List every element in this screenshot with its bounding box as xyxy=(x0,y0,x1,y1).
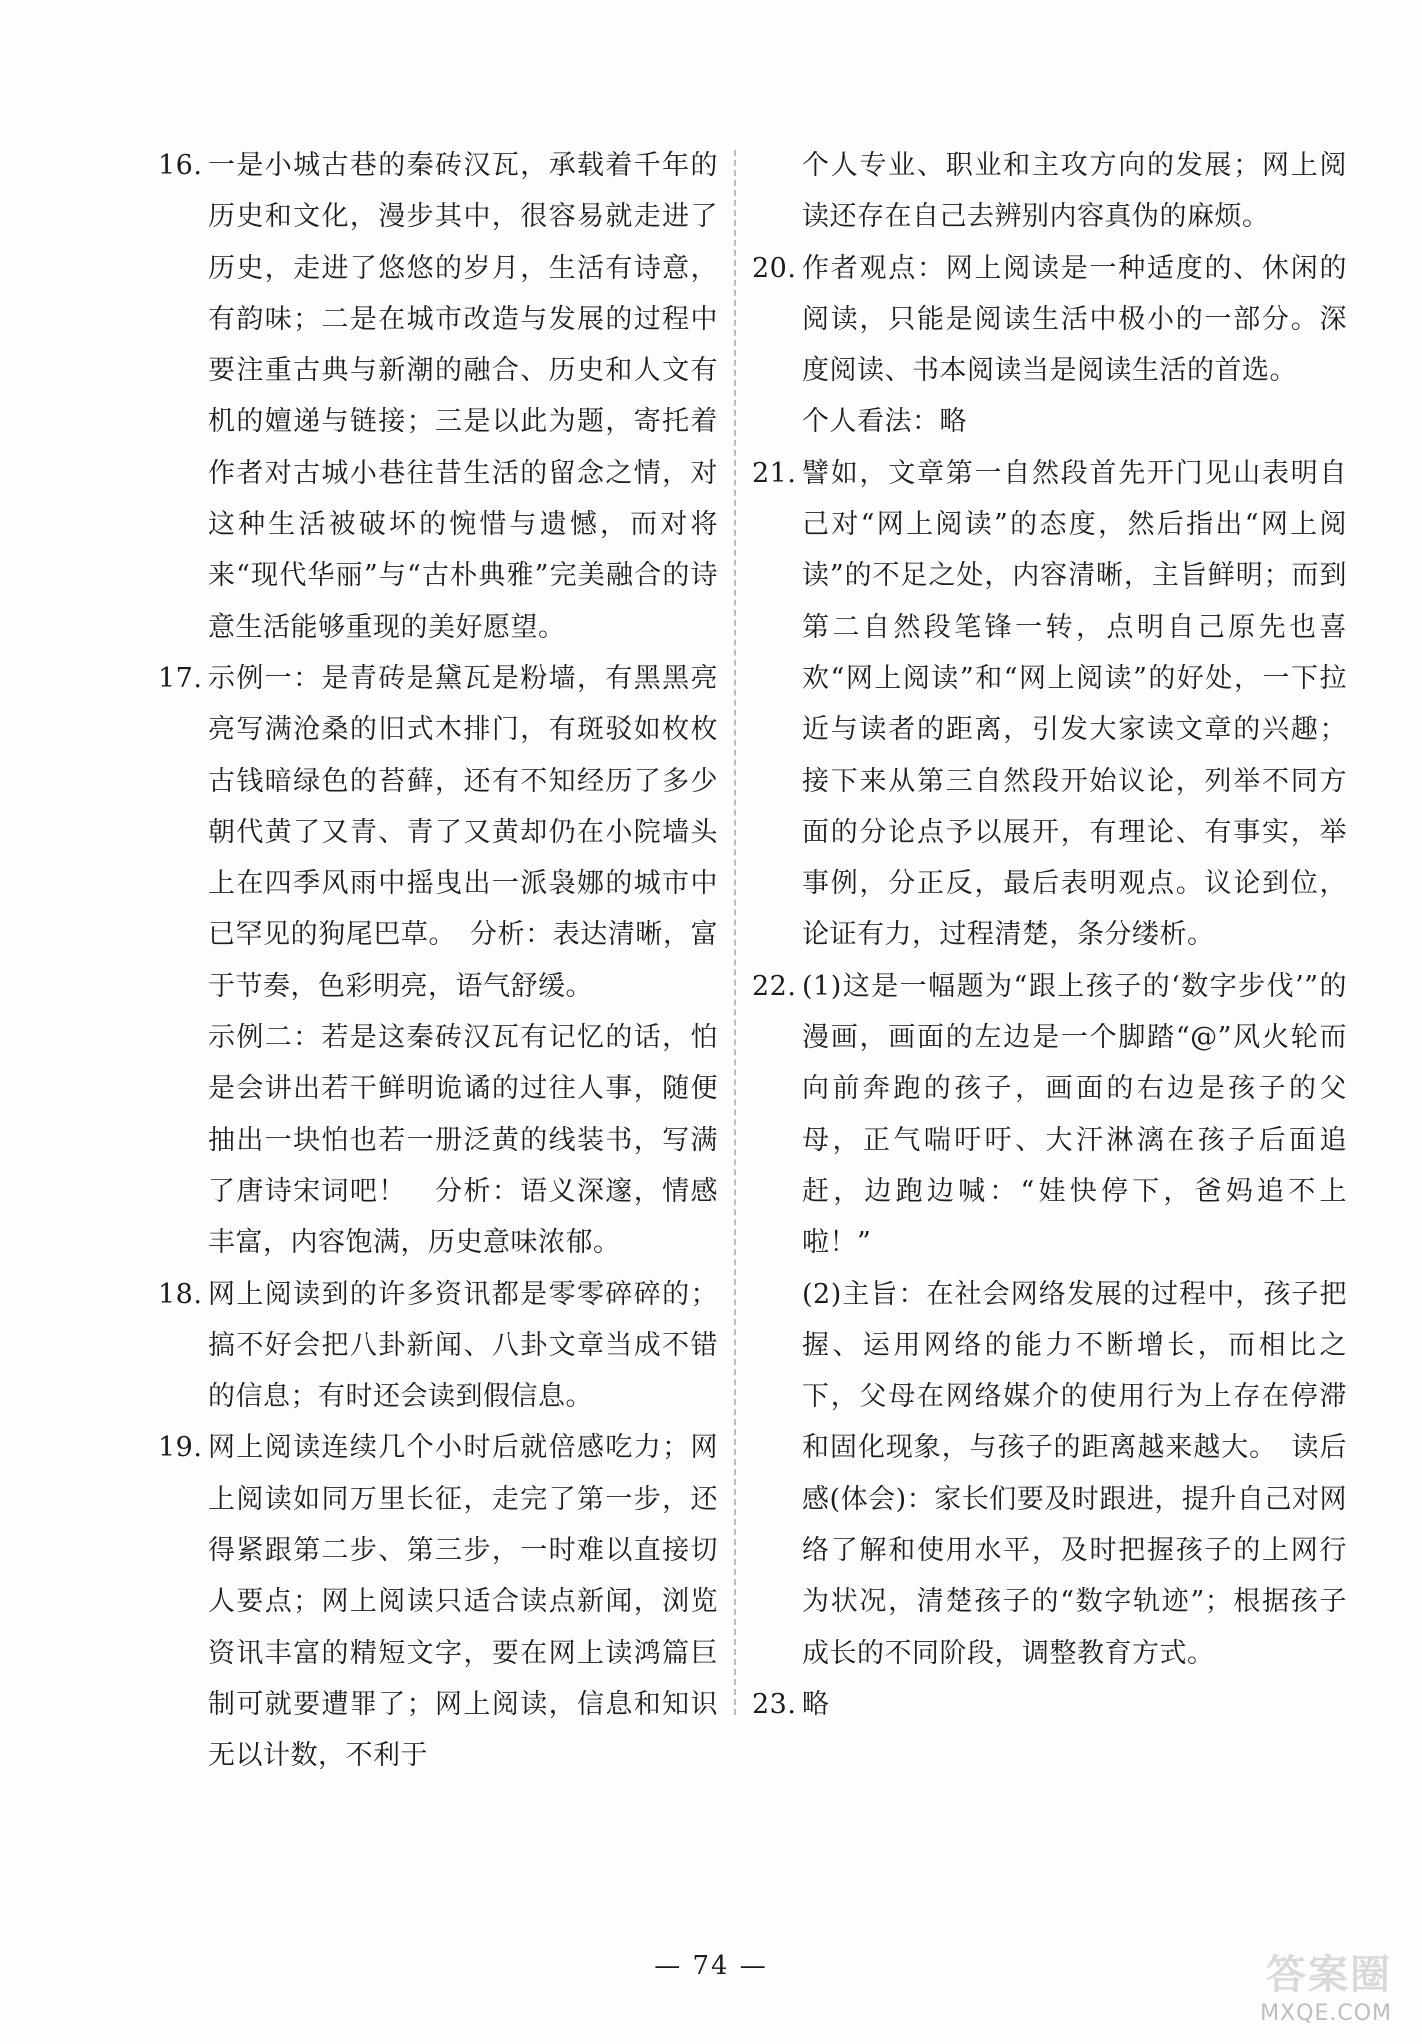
answer-paragraph: 网上阅读到的许多资讯都是零零碎碎的；搞不好会把八卦新闻、八卦文章当成不错的信息；有时还会读到假信息。 xyxy=(208,1278,718,1413)
answer-item-19-continued xyxy=(752,140,1347,243)
answer-paragraph: 略 xyxy=(802,1688,830,1720)
answer-paragraph: 一是小城古巷的秦砖汉瓦，承载着千年的历史和文化，漫步其中，很容易就走进了历史，走进了悠悠的岁月，生活有诗意，有韵味；二是在城市改造与发展的过程中要注重古典与新潮的融合、历史和人文有机的嬗递与链接；三是以此为题，寄托着作者对古城小巷往昔生活的留念之情，对这种生活被破坏的惋惜与遗憾，而对将来“现代华丽”与“古朴典雅”完美融合的诗意生活能够重现的美好愿望。 xyxy=(208,150,718,643)
left-column xyxy=(158,140,718,1782)
item-number: 19. xyxy=(158,1432,203,1464)
item-number: 22. xyxy=(752,970,797,1002)
item-number: 23. xyxy=(752,1688,797,1720)
answer-item-18 xyxy=(158,1269,718,1423)
answer-paragraph: (1)这是一幅题为“跟上孩子的‘数字步伐’”的漫画，画面的左边是一个脚踏“@”风火轮而向前奔跑的孩子，画面的右边是孩子的父母，正气喘吁吁、大汗淋漓在孩子后面追赶，边跑边喊：“娃快停下，爸妈追不上啦！” xyxy=(802,970,1347,1259)
watermark xyxy=(1250,1952,1410,2036)
item-number: 21. xyxy=(752,457,797,489)
answer-paragraph: 个人专业、职业和主攻方向的发展；网上阅读还存在自己去辨别内容真伪的麻烦。 xyxy=(802,150,1347,233)
page-number: — 74 — xyxy=(654,1951,768,1981)
answer-paragraph: 作者观点：网上阅读是一种适度的、休闲的阅读，只能是阅读生活中极小的一部分。深度阅读、书本阅读当是阅读生活的首选。 xyxy=(802,252,1347,387)
answer-paragraph: 网上阅读连续几个小时后就倍感吃力；网上阅读如同万里长征，走完了第一步，还得紧跟第二步、第三步，一时难以直接切人要点；网上阅读只适合读点新闻，浏览资讯丰富的精短文字，要在网上读鸿篇巨制可就要遭罪了；网上阅读，信息和知识无以计数，不利于 xyxy=(208,1432,718,1772)
watermark-site: MXQE.COM xyxy=(1260,2001,1392,2026)
answer-paragraph: 示例一：是青砖是黛瓦是粉墙，有黑黑亮亮写满沧桑的旧式木排门，有斑驳如枚枚古钱暗绿色的苔藓，还有不知经历了多少朝代黄了又青、青了又黄却仍在小院墙头上在四季风雨中摇曳出一派袅娜的城市中已罕见的狗尾巴草。 分析：表达清晰，富于节奏，色彩明亮，语气舒缓。 xyxy=(208,662,718,1002)
right-column xyxy=(752,140,1347,1730)
answer-paragraph: (2)主旨：在社会网络发展的过程中，孩子把握、运用网络的能力不断增长，而相比之下，父母在网络媒介的使用行为上存在停滞和固化现象，与孩子的距离越来越大。 读后感(体会)：家长们要及时跟进，提升自己对网络了解和使用水平，及时把握孩子的上网行为状况，清楚孩子的“数字轨迹”；根据孩子成长的不同阶段，调整教育方式。 xyxy=(802,1278,1347,1669)
item-number: 18. xyxy=(158,1278,203,1310)
column-divider xyxy=(734,150,736,1715)
answer-item-22 xyxy=(752,961,1347,1679)
answer-item-23 xyxy=(752,1679,1347,1730)
answer-item-19 xyxy=(158,1422,718,1781)
answer-paragraph: 譬如，文章第一自然段首先开门见山表明自己对“网上阅读”的态度，然后指出“网上阅读”的不足之处，内容清晰，主旨鲜明；而到第二自然段笔锋一转，点明自己原先也喜欢“网上阅读”和“网上阅读”的好处，一下拉近与读者的距离，引发大家读文章的兴趣；接下来从第三自然段开始议论，列举不同方面的分论点予以展开，有理论、有事实，举事例，分正反，最后表明观点。议论到位，论证有力，过程清楚，条分缕析。 xyxy=(802,457,1347,951)
answer-item-21 xyxy=(752,448,1347,961)
watermark-logo: 答案圈 xyxy=(1266,1952,1392,1998)
item-number: 16. xyxy=(158,150,203,181)
item-number: 20. xyxy=(752,252,797,284)
answer-item-16 xyxy=(158,140,718,653)
answer-item-20 xyxy=(752,243,1347,448)
item-number: 17. xyxy=(158,662,203,694)
answer-paragraph: 示例二：若是这秦砖汉瓦有记忆的话，怕是会讲出若干鲜明诡谲的过往人事，随便抽出一块怕也若一册泛黄的线装书，写满了唐诗宋词吧！ 分析：语义深邃，情感丰富，内容饱满，历史意味浓郁。 xyxy=(208,1022,718,1259)
answer-item-17 xyxy=(158,653,718,1269)
answer-paragraph: 个人看法：略 xyxy=(802,406,967,438)
